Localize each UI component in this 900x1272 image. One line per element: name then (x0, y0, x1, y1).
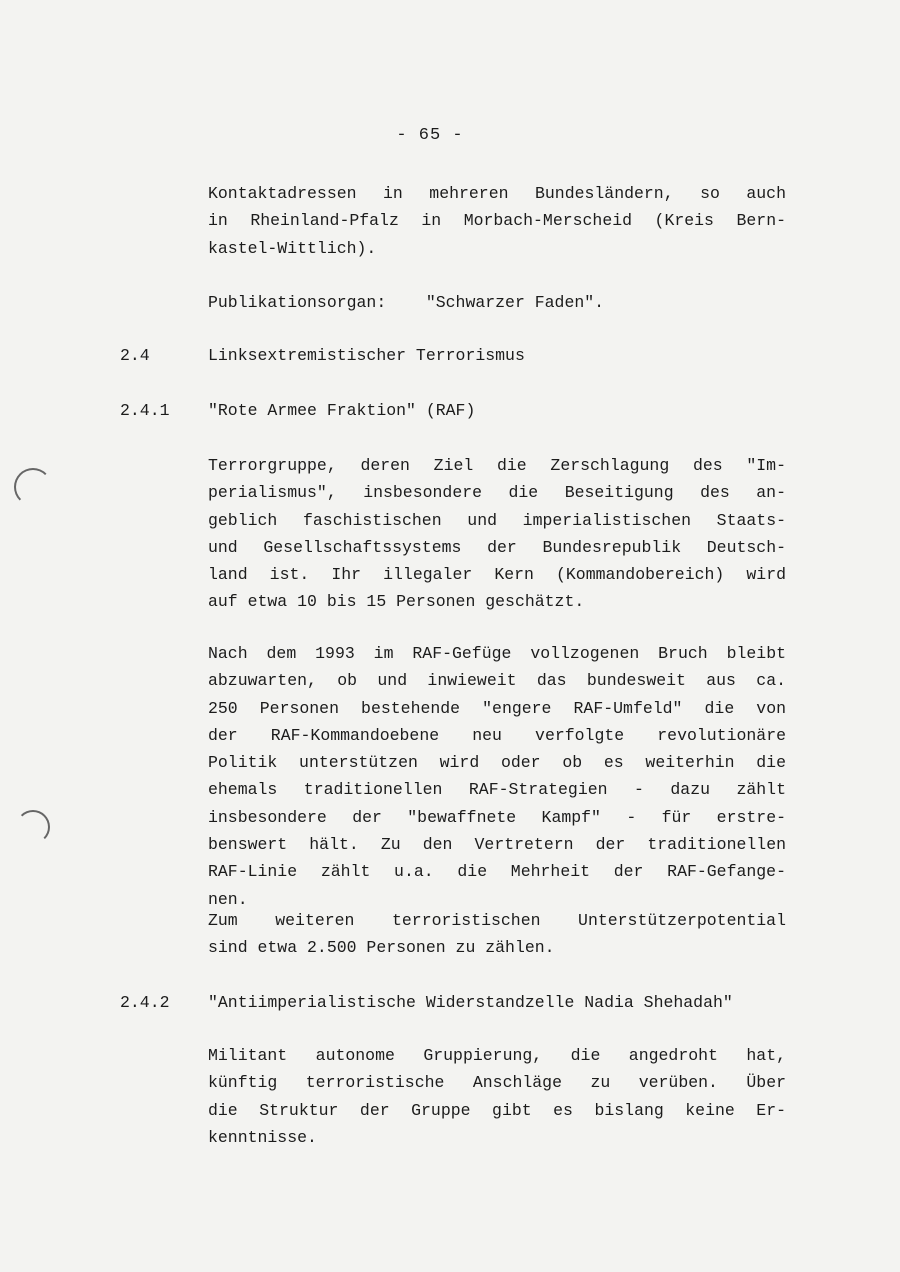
text-line: geblich faschistischen und imperialistischen Staats- (208, 510, 786, 530)
text-line: Militant autonome Gruppierung, die angedroht hat, (208, 1046, 786, 1065)
section-title-2-4: Linksextremistischer Terrorismus (208, 346, 525, 365)
section-2-4-2-paragraph (208, 1042, 786, 1151)
text-line: 250 Personen bestehende "engere RAF-Umfeld" die von (208, 698, 786, 718)
text-line: die Struktur der Gruppe gibt es bislang keine Er- (208, 1100, 786, 1120)
text-line: Nach dem 1993 im RAF-Gefüge vollzogenen Bruch bleibt (208, 644, 786, 663)
section-title-2-4-1: "Rote Armee Fraktion" (RAF) (208, 401, 476, 420)
raf-paragraph-2 (208, 640, 786, 913)
text-line: benswert hält. Zu den Vertretern der traditionellen (208, 835, 786, 855)
text-line: land ist. Ihr illegaler Kern (Kommandobereich) wird (208, 565, 786, 585)
text-line: Politik unterstützen wird oder ob es weiterhin die (208, 753, 786, 773)
text-line: Kontaktadressen in mehreren Bundesländern, so auch (208, 184, 786, 203)
text-line: künftig terroristische Anschläge zu verüben. Über (208, 1073, 786, 1093)
intro-paragraph (208, 180, 786, 262)
text-line: kenntnisse. (208, 1127, 317, 1147)
section-number-2-4: 2.4 (120, 346, 150, 365)
binder-hole-mark-top (14, 468, 52, 506)
text-line: ehemals traditionellen RAF-Strategien - dazu zählt (208, 780, 786, 800)
text-line: RAF-Linie zählt u.a. die Mehrheit der RAF-Gefange- (208, 862, 786, 882)
section-number-2-4-1: 2.4.1 (120, 401, 170, 420)
publication-line: Publikationsorgan: "Schwarzer Faden". (208, 293, 605, 312)
binder-hole-mark-bottom (16, 810, 50, 844)
text-line: insbesondere der "bewaffnete Kampf" - für erstre- (208, 807, 786, 827)
text-line: auf etwa 10 bis 15 Personen geschätzt. (208, 592, 585, 612)
page-number: - 65 - (396, 126, 464, 145)
text-line: Terrorgruppe, deren Ziel die Zerschlagung des "Im- (208, 456, 786, 475)
section-number-2-4-2: 2.4.2 (120, 993, 170, 1012)
text-line: abzuwarten, ob und inwieweit das bundesweit aus ca. (208, 671, 786, 691)
raf-paragraph-1 (208, 452, 786, 616)
text-line: kastel-Wittlich). (208, 238, 377, 258)
text-line: sind etwa 2.500 Personen zu zählen. (208, 938, 555, 958)
text-line: nen. (208, 889, 248, 909)
text-line: und Gesellschaftssystems der Bundesrepublik Deutsch- (208, 537, 786, 557)
text-line: in Rheinland-Pfalz in Morbach-Merscheid (Kreis Bern- (208, 211, 786, 231)
section-title-2-4-2: "Antiimperialistische Widerstandzelle Nadia Shehadah" (208, 993, 733, 1012)
text-line: Zum weiteren terroristischen Unterstützerpotential (208, 911, 786, 930)
raf-paragraph-3 (208, 907, 786, 962)
text-line: perialismus", insbesondere die Beseitigung des an- (208, 483, 786, 503)
text-line: der RAF-Kommandoebene neu verfolgte revolutionäre (208, 725, 786, 745)
